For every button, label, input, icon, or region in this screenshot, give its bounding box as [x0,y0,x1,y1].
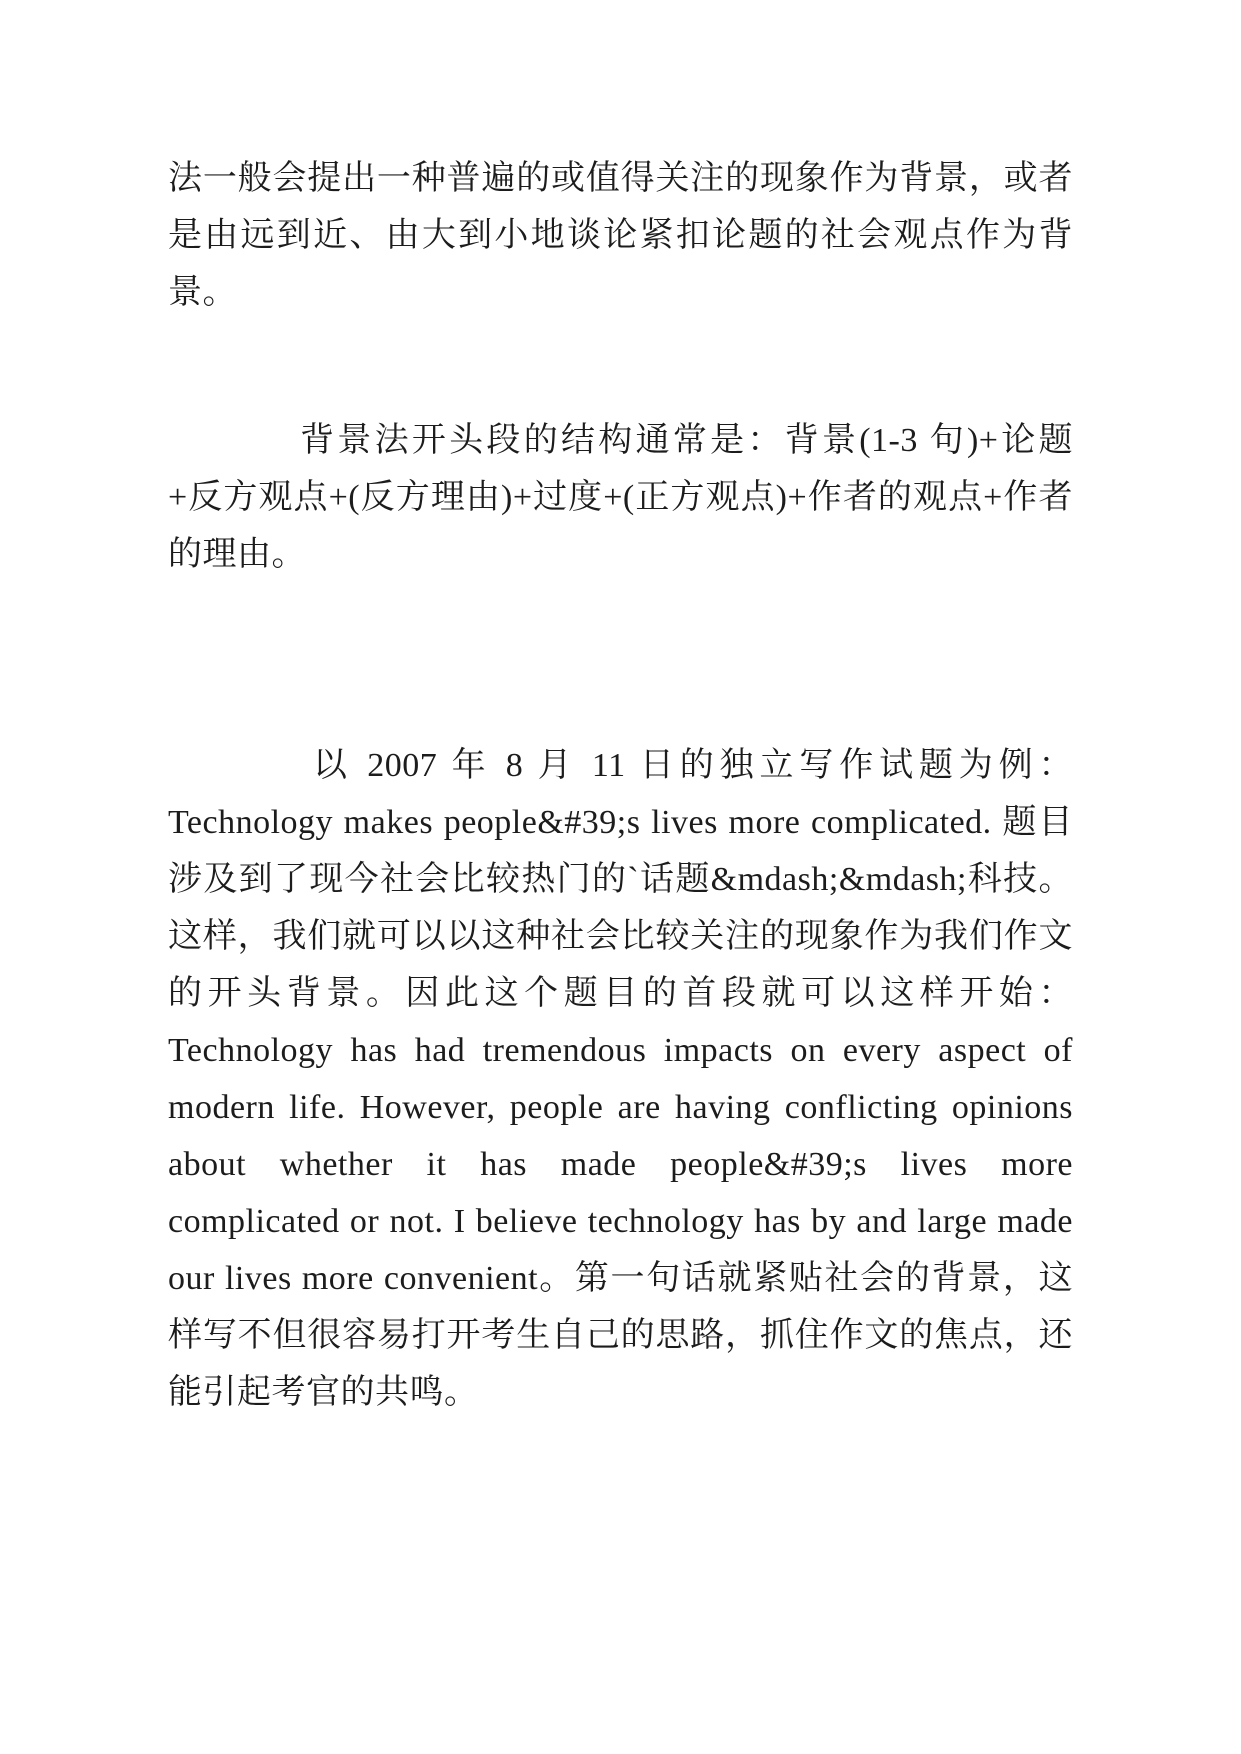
paragraph-opening-structure: 背景法开头段的结构通常是：背景(1-3 句)+论题+反方观点+(反方理由)+过度+(正方观点)+作者的观点+作者的理由。 [168,422,1073,573]
paragraph-example-2007-writing-topic: 以 2007 年 8 月 11 日的独立写作试题为例：Technology makes people&#39;s lives more complicated. 题目涉及到了现今社会比较热门的`话题&mdash;&mdash;科技。这样，我们就可以以这种社会比较关注的现象作为我们作文的开头背景。因此这个题目的首段就可以这样开始：Technology has had tremendous impacts on every aspect of modern life. However, people are having conflicting opinions about whether it has made people&#39;s lives more complicated or not. I believe technology has by and large made our lives more convenient。第一句话就紧贴社会的背景，这样写不但很容易打开考生自己的思路，抓住作文的焦点，还能引起考官的共鸣。 [168,747,1073,1411]
paragraph-continuation-background-method: 法一般会提出一种普遍的或值得关注的现象作为背景，或者是由远到近、由大到小地谈论紧扣论题的社会观点作为背景。 [168,160,1073,311]
